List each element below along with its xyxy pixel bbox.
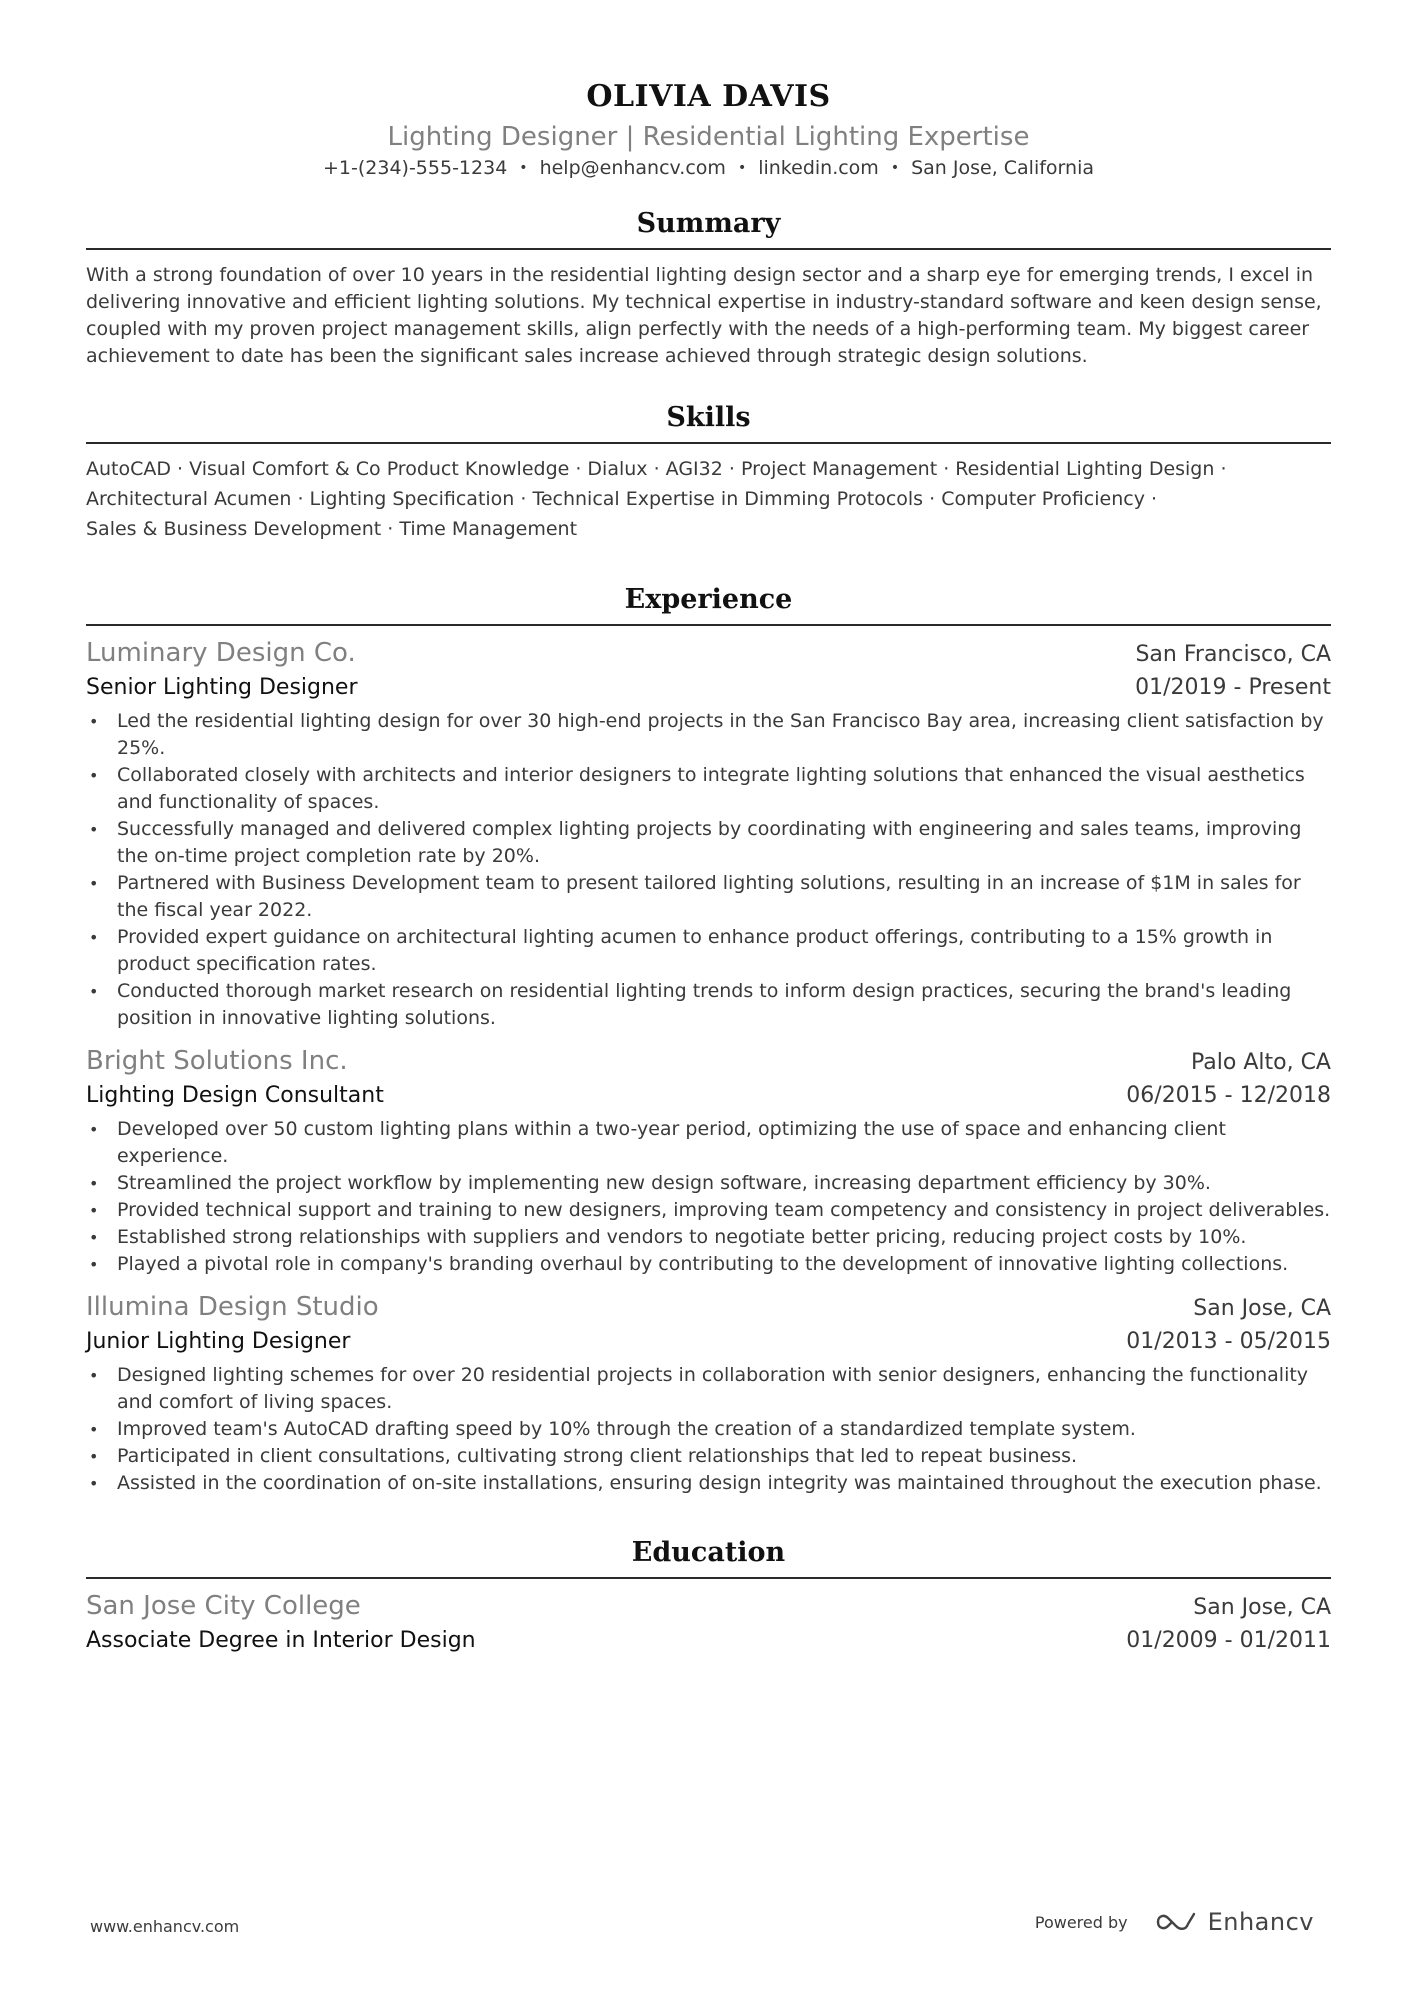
footer-branding: [1035, 1908, 1314, 1936]
job-dates: 01/2013 - 05/2015: [1126, 1329, 1331, 1354]
contact-line: [86, 154, 1331, 182]
job-bullet: • Provided technical support and training to new designers, improving team competency and consistency in project deliverables.: [86, 1197, 1331, 1224]
job-role: Junior Lighting Designer: [86, 1329, 351, 1354]
job-company: Bright Solutions Inc.: [86, 1046, 348, 1076]
resume-page: [86, 0, 1331, 1657]
job-bullet: • Improved team's AutoCAD drafting speed by 10% through the creation of a standardized template system.: [86, 1416, 1331, 1443]
skills-section: [86, 400, 1331, 544]
education-school: San Jose City College: [86, 1591, 361, 1621]
summary-text: With a strong foundation of over 10 years in the residential lighting design sector and a sharp eye for emerging trends, I excel in delivering innovative and efficient lighting solutions. My technical expertise in industry-standard software and keen design sense, coupled with my proven project management skills, align perfectly with the needs of a high-performing team. My biggest career achievement to date has been the significant sales increase achieved through strategic design solutions.: [86, 264, 1322, 367]
experience-section: [86, 582, 1331, 1497]
section-divider: [86, 624, 1331, 626]
contact-location: San Jose, California: [911, 157, 1094, 179]
skills-line: AutoCAD · Visual Comfort & Co Product Knowledge · Dialux · AGI32 · Project Management · Residential Lighting Design ·: [86, 458, 1227, 480]
job-bullet: • Successfully managed and delivered complex lighting projects by coordinating with engineering and sales teams, improving the on-time project completion rate by 20%.: [86, 816, 1331, 870]
contact-separator: •: [890, 160, 900, 176]
job-bullet: • Conducted thorough market research on residential lighting trends to inform design practices, securing the brand's leading position in innovative lighting solutions.: [86, 978, 1331, 1032]
summary-section: [86, 206, 1331, 370]
job-entry: [86, 1044, 1331, 1278]
footer-website[interactable]: www.enhancv.com: [90, 1917, 240, 1936]
candidate-name: OLIVIA DAVIS: [586, 79, 831, 114]
education-title: Education: [631, 1537, 786, 1568]
section-divider: [86, 442, 1331, 444]
job-company: Illumina Design Studio: [86, 1292, 379, 1322]
section-divider: [86, 1577, 1331, 1579]
contact-linkedin[interactable]: linkedin.com: [758, 157, 879, 179]
experience-title: Experience: [624, 584, 793, 615]
job-bullet: • Streamlined the project workflow by implementing new design software, increasing department efficiency by 30%.: [86, 1170, 1331, 1197]
contact-email[interactable]: help@enhancv.com: [539, 157, 726, 179]
contact-phone: +1-(234)-555-1234: [323, 157, 508, 179]
job-entry: [86, 1290, 1331, 1497]
job-location: Palo Alto, CA: [1191, 1050, 1331, 1075]
skills-title: Skills: [666, 402, 751, 433]
skills-line: Sales & Business Development · Time Management: [86, 518, 578, 540]
enhancv-logo-icon: [1154, 1910, 1200, 1934]
job-dates: 06/2015 - 12/2018: [1126, 1083, 1331, 1108]
job-bullet: • Led the residential lighting design for over 30 high-end projects in the San Francisco Bay area, increasing client satisfaction by 25%.: [86, 708, 1331, 762]
skills-line: Architectural Acumen · Lighting Specification · Technical Expertise in Dimming Protocols · Computer Proficiency ·: [86, 488, 1158, 510]
enhancv-logo[interactable]: [1154, 1908, 1314, 1936]
section-divider: [86, 248, 1331, 250]
education-degree: Associate Degree in Interior Design: [86, 1628, 476, 1653]
contact-separator: •: [519, 160, 528, 176]
job-bullet: • Played a pivotal role in company's branding overhaul by contributing to the development of innovative lighting collections.: [86, 1251, 1331, 1278]
enhancv-brand-text: Enhancv: [1207, 1908, 1314, 1936]
job-entry: [86, 636, 1331, 1032]
job-bullet: • Assisted in the coordination of on-site installations, ensuring design integrity was maintained throughout the execution phase.: [86, 1470, 1331, 1497]
job-bullet: • Established strong relationships with suppliers and vendors to negotiate better pricing, reducing project costs by 10%.: [86, 1224, 1331, 1251]
job-bullet: • Developed over 50 custom lighting plans within a two-year period, optimizing the use of space and enhancing client experience.: [86, 1116, 1331, 1170]
contact-separator: •: [737, 160, 747, 176]
candidate-headline: Lighting Designer | Residential Lighting Expertise: [387, 122, 1030, 152]
job-bullet: • Collaborated closely with architects and interior designers to integrate lighting solutions that enhanced the visual aesthetics and functionality of spaces.: [86, 762, 1331, 816]
job-company: Luminary Design Co.: [86, 638, 356, 668]
job-role: Senior Lighting Designer: [86, 675, 358, 700]
education-entry: [86, 1589, 1331, 1657]
education-dates: 01/2009 - 01/2011: [1126, 1628, 1331, 1653]
job-bullet: • Partnered with Business Development team to present tailored lighting solutions, resulting in an increase of $1M in sales for the fiscal year 2022.: [86, 870, 1331, 924]
job-location: San Jose, CA: [1193, 1296, 1331, 1321]
job-bullets: [86, 708, 1331, 1032]
job-dates: 01/2019 - Present: [1135, 675, 1331, 700]
summary-title: Summary: [636, 208, 781, 239]
resume-header: [86, 0, 1331, 182]
job-bullets: [86, 1362, 1331, 1497]
job-bullet: • Provided expert guidance on architectural lighting acumen to enhance product offerings, contributing to a 15% growth in product specification rates.: [86, 924, 1331, 978]
powered-by-label: Powered by: [1034, 1912, 1128, 1932]
education-location: San Jose, CA: [1193, 1595, 1331, 1620]
job-bullets: [86, 1116, 1331, 1278]
job-bullet: • Participated in client consultations, cultivating strong client relationships that led to repeat business.: [86, 1443, 1331, 1470]
job-role: Lighting Design Consultant: [86, 1083, 384, 1108]
job-location: San Francisco, CA: [1135, 642, 1331, 667]
education-section: [86, 1535, 1331, 1657]
skills-list: [86, 454, 1331, 544]
job-bullet: • Designed lighting schemes for over 20 residential projects in collaboration with senior designers, enhancing the functionality and comfort of living spaces.: [86, 1362, 1331, 1416]
